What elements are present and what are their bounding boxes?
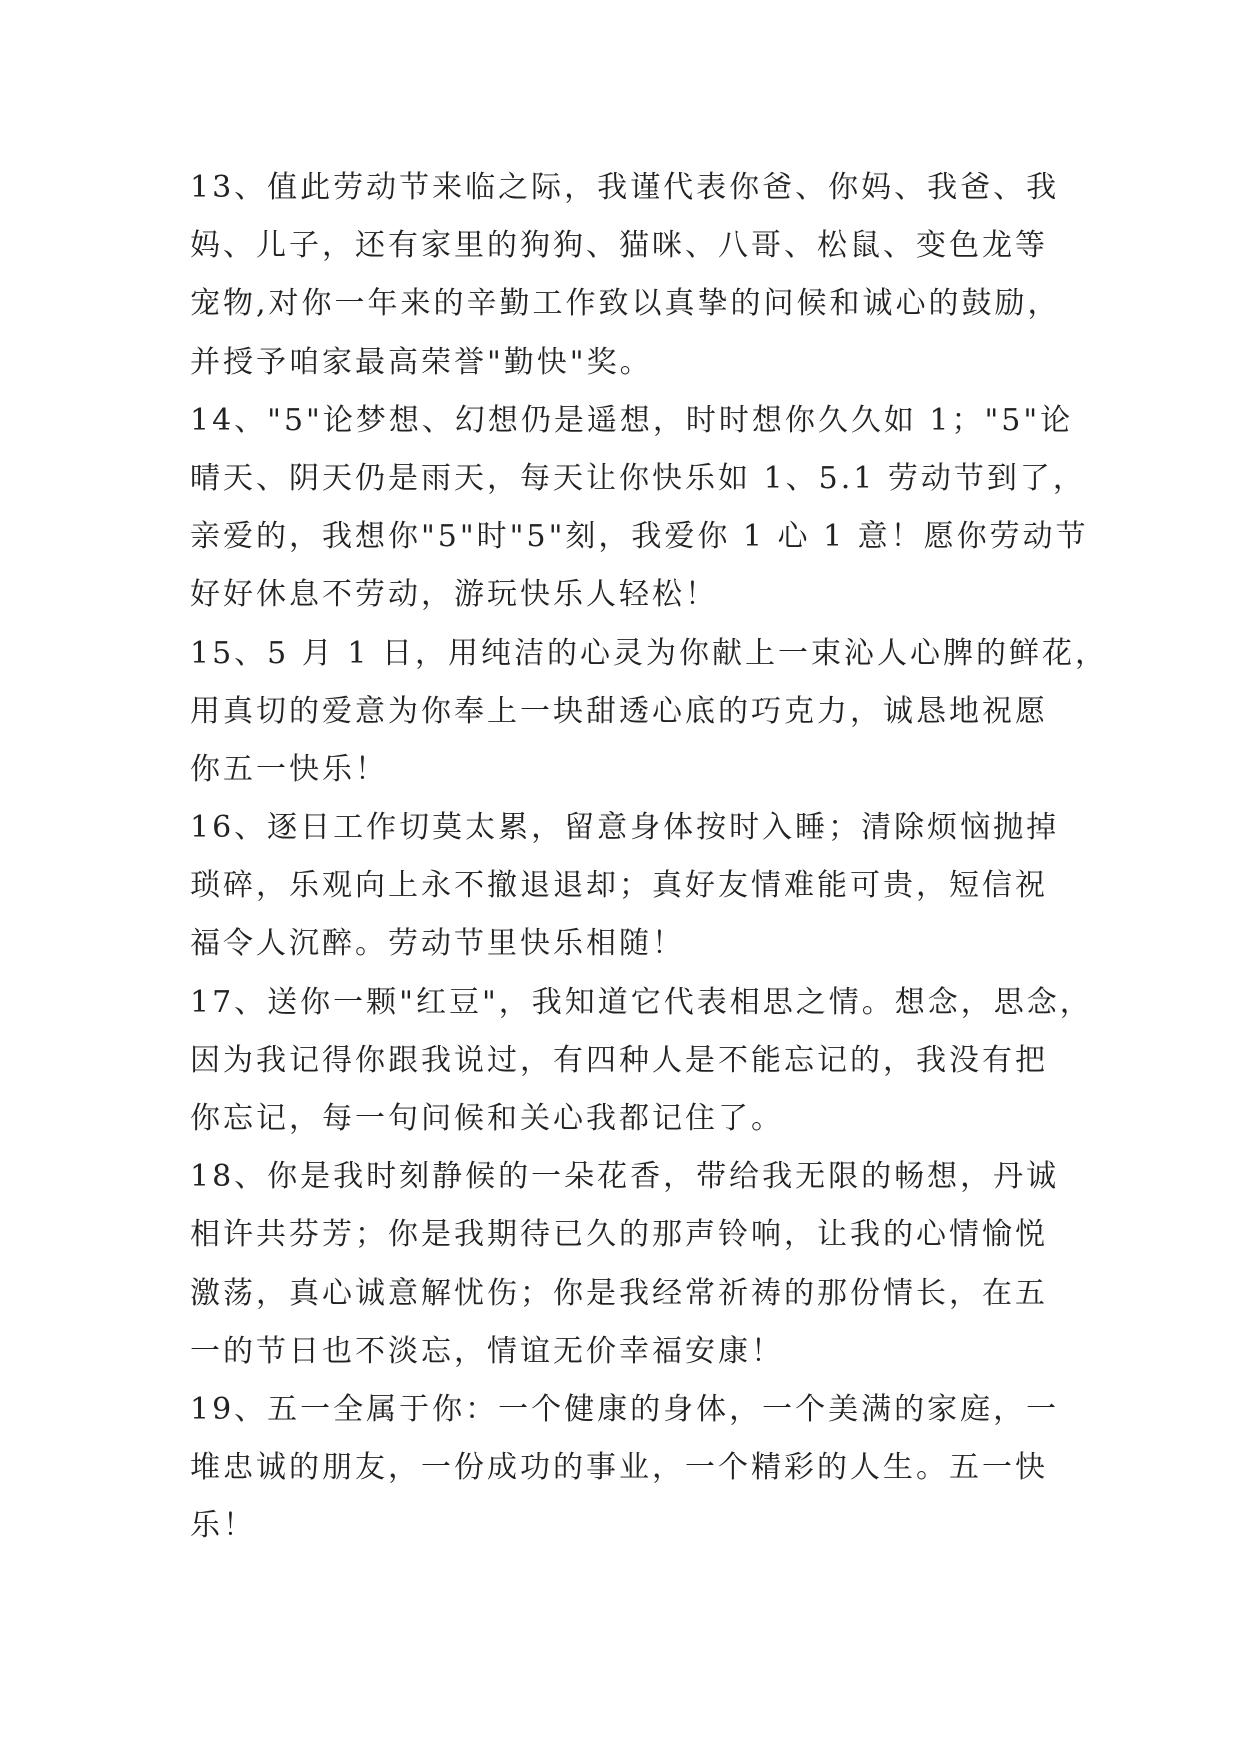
paragraph-19 <box>190 1381 1080 1556</box>
text-line: 15、5 月 1 日，用纯洁的心灵为你献上一束沁人心脾的鲜花， <box>190 635 1108 671</box>
paragraph-16 <box>190 799 1080 974</box>
text-line: 用真切的爱意为你奉上一块甜透心底的巧克力，诚恳地祝愿 <box>190 693 1048 729</box>
text-line: 你忘记，每一句问候和关心我都记住了。 <box>190 1101 784 1136</box>
paragraph-14 <box>190 392 1089 625</box>
document-body <box>190 159 1108 1556</box>
text-line: 琐碎，乐观向上永不撤退退却；真好友情难能可贵，短信祝 <box>190 868 1048 904</box>
paragraph-17 <box>190 974 1093 1149</box>
text-line: 16、逐日工作切莫太累，留意身体按时入睡；清除烦恼抛掉 <box>190 810 1060 846</box>
paragraph-18 <box>190 1148 1080 1381</box>
text-line: 13、值此劳动节来临之际，我谨代表你爸、你妈、我爸、我 <box>190 170 1060 205</box>
text-line: 14、"5"论梦想、幻想仍是遥想，时时想你久久如 1；"5"论 <box>190 402 1074 438</box>
text-line: 乐！ <box>190 1508 256 1544</box>
text-line: 堆忠诚的朋友，一份成功的事业，一个精彩的人生。五一快 <box>190 1450 1048 1486</box>
text-line: 一的节日也不淡忘，情谊无价幸福安康！ <box>190 1333 784 1369</box>
paragraph-13 <box>190 159 1080 392</box>
text-line: 好好休息不劳动，游玩快乐人轻松！ <box>190 577 718 613</box>
text-line: 19、五一全属于你：一个健康的身体，一个美满的家庭，一 <box>190 1391 1060 1427</box>
text-line: 你五一快乐！ <box>190 751 388 787</box>
text-line: 晴天、阴天仍是雨天，每天让你快乐如 1、5.1 劳动节到了， <box>190 460 1086 496</box>
text-line: 相许共芬芳；你是我期待已久的那声铃响，让我的心情愉悦 <box>190 1217 1048 1253</box>
text-line: 17、送你一颗"红豆"，我知道它代表相思之情。想念，思念， <box>190 984 1093 1020</box>
text-line: 因为我记得你跟我说过，有四种人是不能忘记的，我没有把 <box>190 1042 1048 1078</box>
text-line: 亲爱的，我想你"5"时"5"刻，我爱你 1 心 1 意！愿你劳动节 <box>190 519 1089 555</box>
paragraph-15 <box>190 625 1108 800</box>
text-line: 并授予咱家最高荣誉"勤快"奖。 <box>190 344 653 380</box>
text-line: 激荡，真心诚意解忧伤；你是我经常祈祷的那份情长，在五 <box>190 1275 1048 1311</box>
text-line: 福令人沉醉。劳动节里快乐相随！ <box>190 926 685 962</box>
text-line: 妈、儿子，还有家里的狗狗、猫咪、八哥、松鼠、变色龙等 <box>190 228 1048 264</box>
text-line: 宠物,对你一年来的辛勤工作致以真挚的问候和诚心的鼓励， <box>190 286 1061 322</box>
text-line: 18、你是我时刻静候的一朵花香，带给我无限的畅想，丹诚 <box>190 1159 1060 1195</box>
